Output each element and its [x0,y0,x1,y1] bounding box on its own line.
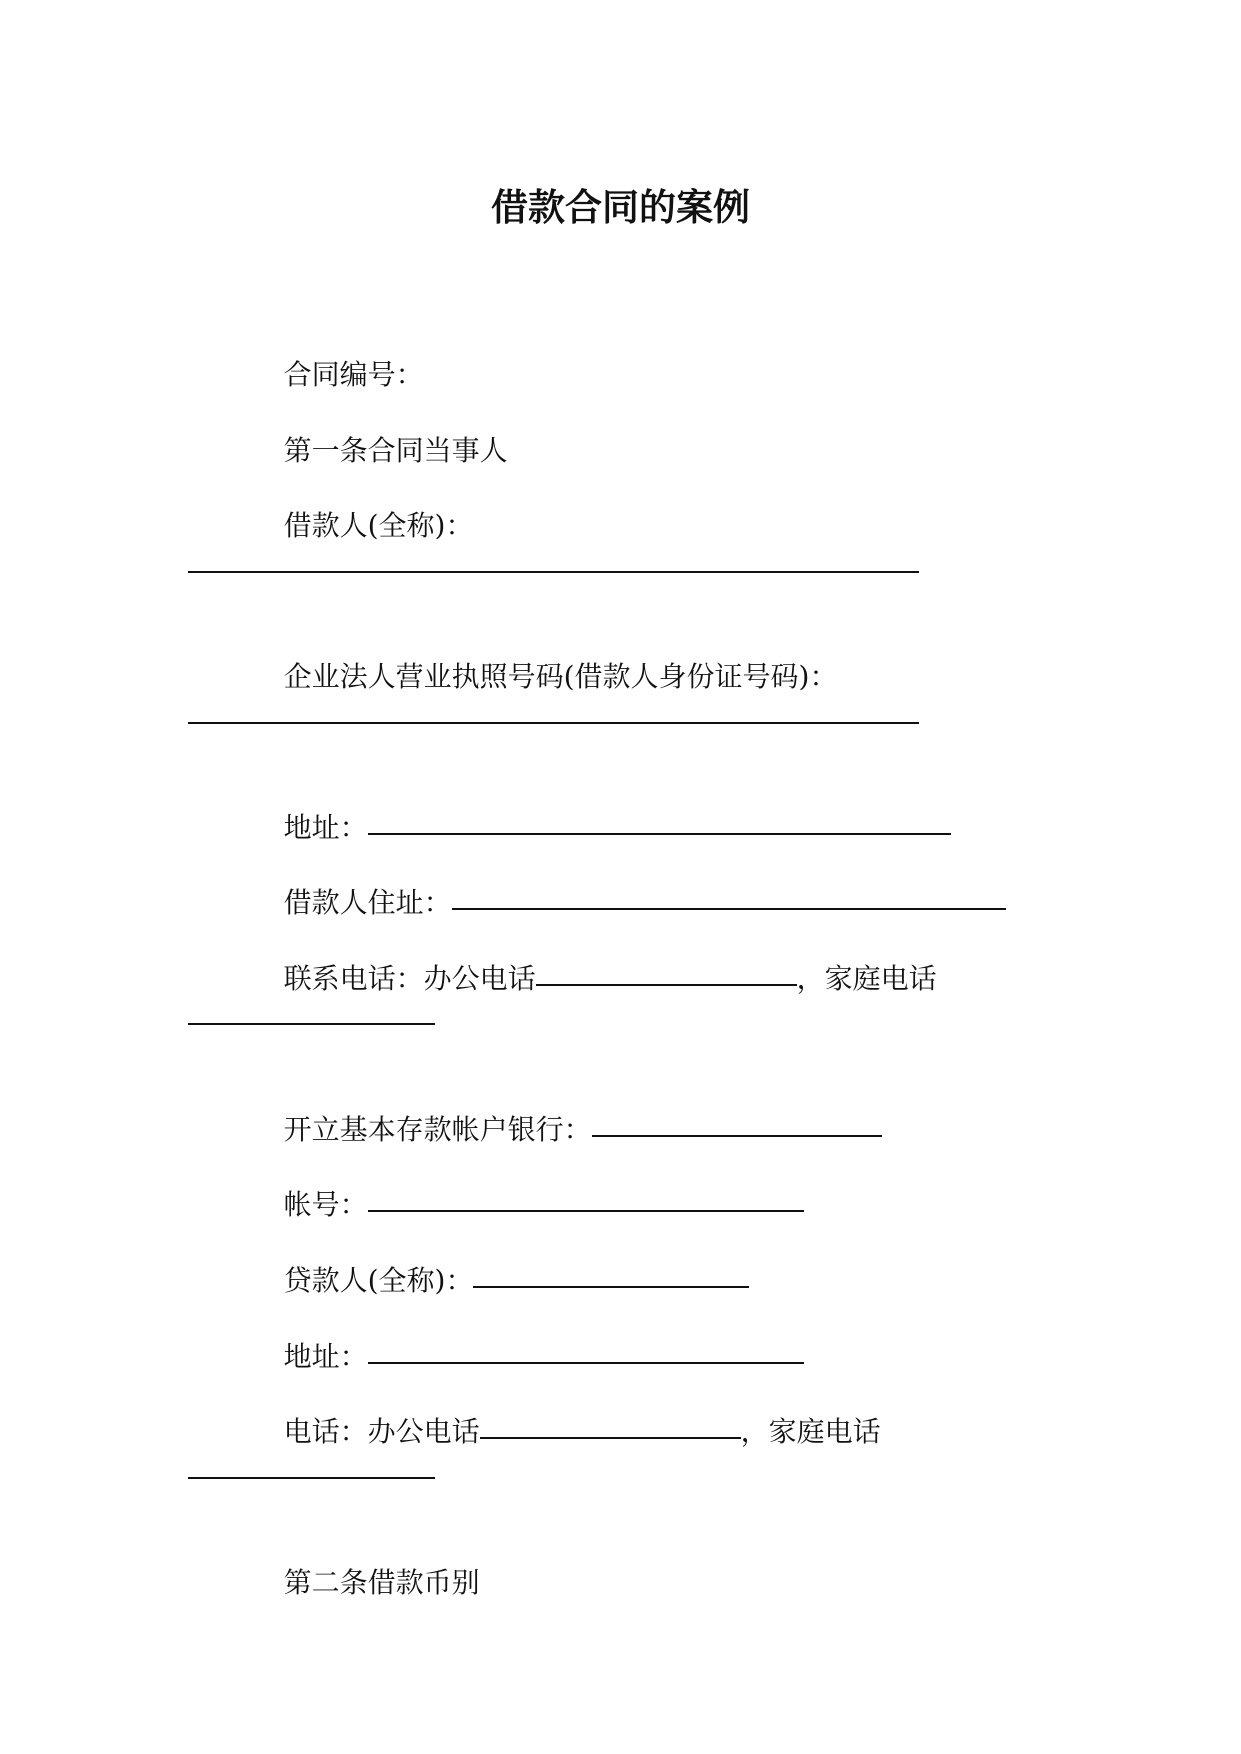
document-title: 借款合同的案例 [491,186,750,229]
borrower-residence-blank [452,908,1006,910]
borrower-name-label: 借款人(全称)： [283,509,474,542]
contact-phone-label: 联系电话：办公电话 [283,962,536,995]
license-line [248,617,837,737]
borrower-residence-label: 借款人住址： [283,886,452,919]
article-2-heading [248,1523,480,1643]
account-blank [368,1210,804,1212]
lender-name-blank [473,1286,749,1288]
lender-name-label: 贷款人(全称)： [283,1264,474,1297]
contact-phone-line [248,919,937,1039]
borrower-name-blank [188,571,919,573]
license-blank [188,722,919,724]
lender-home-phone-label: ，家庭电话 [740,1415,881,1448]
home-phone-label: ，家庭电话 [796,962,937,995]
borrower-address-label: 地址： [283,811,368,844]
bank-blank [592,1135,882,1137]
lender-office-phone-blank [480,1437,741,1439]
lender-address-label: 地址： [283,1340,368,1373]
borrower-address-blank [368,833,951,835]
borrower-name-line [248,466,473,586]
lender-phone-label: 电话：办公电话 [283,1415,480,1448]
bank-label: 开立基本存款帐户银行： [283,1113,592,1146]
license-label: 企业法人营业执照号码(借款人身份证号码)： [283,660,838,693]
home-phone-blank [188,1023,435,1025]
lender-home-phone-blank [188,1477,435,1479]
account-label: 帐号： [283,1188,368,1221]
lender-address-blank [368,1362,804,1364]
article-1-text: 第一条合同当事人 [283,434,508,467]
lender-phone-line [248,1372,881,1492]
office-phone-blank [536,984,797,986]
contract-number-label: 合同编号： [283,358,424,391]
article-2-text: 第二条借款币别 [283,1566,480,1599]
